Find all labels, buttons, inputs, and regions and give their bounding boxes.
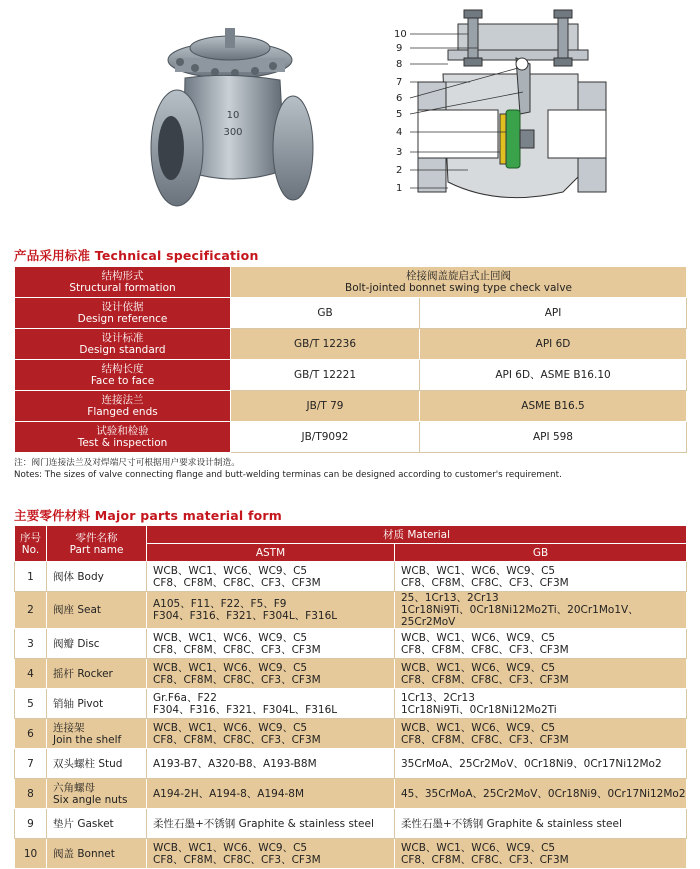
material-astm-line: A105、F11、F22、F5、F9 xyxy=(153,598,287,610)
material-row-gb xyxy=(395,809,687,839)
material-astm-line: WCB、WC1、WC6、WC9、C5 xyxy=(153,841,308,854)
material-row-no: 1 xyxy=(15,562,47,592)
drawing-label-1: 1 xyxy=(396,183,403,194)
material-row xyxy=(15,839,687,869)
material-gb-line: WCB、WC1、WC6、WC9、C5 xyxy=(401,661,556,674)
figures xyxy=(0,0,700,228)
material-row xyxy=(15,689,687,719)
material-row-astm xyxy=(147,719,395,749)
material-row-astm xyxy=(147,659,395,689)
material-row-no: 5 xyxy=(15,689,47,719)
spec-gb-value: GB/T 12236 xyxy=(231,329,420,360)
material-gb-line: 1Cr13、2Cr13 xyxy=(401,691,475,704)
spec-api-value: API 6D xyxy=(420,329,687,360)
material-row-part: 阀体 Body xyxy=(47,562,147,592)
spec-note-cn: 注：阀门连接法兰及对焊端尺寸可根据用户要求设计制造。 xyxy=(14,458,240,468)
spec-api-value: ASME B16.5 xyxy=(420,391,687,422)
material-astm-line: A194-2H、A194-8、A194-8M xyxy=(153,787,305,800)
material-row-gb xyxy=(395,592,687,629)
material-astm-line: WCB、WC1、WC6、WC9、C5 xyxy=(153,721,308,734)
spec-api-value: API 598 xyxy=(420,422,687,453)
materials-body xyxy=(15,562,687,869)
spec-row-structure xyxy=(15,267,687,298)
spec-label-en: Structural formation xyxy=(69,282,176,294)
spec-gb-value: JB/T 79 xyxy=(231,391,420,422)
spec-label-cn: 连接法兰 xyxy=(101,394,144,406)
material-astm-line: CF8、CF8M、CF8C、CF3、CF3M xyxy=(153,576,321,589)
drawing-label-9: 9 xyxy=(396,43,403,54)
drawing-label-3: 3 xyxy=(396,147,403,158)
material-part-line: 六角螺母 xyxy=(53,781,95,794)
material-row-no: 10 xyxy=(15,839,47,869)
material-row-no: 2 xyxy=(15,592,47,629)
material-astm-line: A193-B7、A320-B8、A193-B8M xyxy=(153,757,317,770)
material-gb-line: WCB、WC1、WC6、WC9、C5 xyxy=(401,841,556,854)
material-gb-line: WCB、WC1、WC6、WC9、C5 xyxy=(401,631,556,644)
material-row-part: 双头螺柱 Stud xyxy=(47,749,147,779)
spec-value-en: Bolt-jointed bonnet swing type check valve xyxy=(345,282,573,294)
material-gb-line: WCB、WC1、WC6、WC9、C5 xyxy=(401,564,556,577)
material-row-astm xyxy=(147,839,395,869)
drawing-label-8: 8 xyxy=(396,59,403,70)
header-astm: ASTM xyxy=(147,544,395,562)
material-row-gb xyxy=(395,839,687,869)
drawing-label-5: 5 xyxy=(396,109,403,120)
material-row xyxy=(15,592,687,629)
material-row-gb xyxy=(395,779,687,809)
material-astm-line: F304、F316、F321、F304L、F316L xyxy=(153,703,338,716)
material-astm-line: CF8、CF8M、CF8C、CF3、CF3M xyxy=(153,733,321,746)
spec-label-cn: 设计依据 xyxy=(101,301,144,313)
material-gb-line: 1Cr18Ni9Ti、0Cr18Ni12Mo2Ti、20Cr1Mo1V、25Cr2MoV xyxy=(401,604,639,628)
materials-header-row-1 xyxy=(15,526,687,544)
spec-row-test-inspection xyxy=(15,422,687,453)
material-part-line: 连接架 xyxy=(53,721,85,734)
spec-api-value: API xyxy=(420,298,687,329)
material-row-astm xyxy=(147,809,395,839)
material-row xyxy=(15,749,687,779)
drawing-label-4: 4 xyxy=(396,127,403,138)
material-row-gb xyxy=(395,719,687,749)
material-row-part: 阀盖 Bonnet xyxy=(47,839,147,869)
header-part-cn: 零件名称 xyxy=(75,531,118,544)
drawing-label-2: 2 xyxy=(396,165,403,176)
spec-label-en: Test & inspection xyxy=(77,437,168,449)
material-row-part: 摇杆 Rocker xyxy=(47,659,147,689)
material-astm-line: CF8、CF8M、CF8C、CF3、CF3M xyxy=(153,853,321,866)
material-row-astm xyxy=(147,779,395,809)
spec-label-cn: 设计标准 xyxy=(101,332,144,344)
spec-row-design-reference xyxy=(15,298,687,329)
material-astm-line: WCB、WC1、WC6、WC9、C5 xyxy=(153,564,308,577)
material-row xyxy=(15,629,687,659)
material-row xyxy=(15,659,687,689)
material-row xyxy=(15,562,687,592)
spec-label-en: Design reference xyxy=(77,313,168,325)
material-part-line: Six angle nuts xyxy=(53,793,128,806)
drawing-label-7: 7 xyxy=(396,77,403,88)
material-gb-line: CF8、CF8M、CF8C、CF3、CF3M xyxy=(401,673,569,686)
material-row-gb xyxy=(395,562,687,592)
spec-api-value: API 6D、ASME B16.10 xyxy=(420,360,687,391)
material-gb-line: CF8、CF8M、CF8C、CF3、CF3M xyxy=(401,643,569,656)
material-astm-line: F304、F316、F321、F304L、F316L xyxy=(153,610,338,622)
material-gb-line: WCB、WC1、WC6、WC9、C5 xyxy=(401,721,556,734)
material-astm-line: CF8、CF8M、CF8C、CF3、CF3M xyxy=(153,643,321,656)
material-row-no: 4 xyxy=(15,659,47,689)
material-row-astm xyxy=(147,592,395,629)
spec-row-flanged-ends xyxy=(15,391,687,422)
material-gb-line: 35CrMoA、25Cr2MoV、0Cr18Ni9、0Cr17Ni12Mo2 xyxy=(401,757,662,770)
spec-gb-value: GB/T 12221 xyxy=(231,360,420,391)
drawing-label-6: 6 xyxy=(396,93,403,104)
spec-label-en: Face to face xyxy=(90,375,155,387)
header-no-en: No. xyxy=(21,543,40,556)
materials-table xyxy=(14,525,687,869)
material-part-line: Join the shelf xyxy=(53,733,122,746)
material-gb-line: CF8、CF8M、CF8C、CF3、CF3M xyxy=(401,733,569,746)
material-row-gb xyxy=(395,659,687,689)
material-row xyxy=(15,779,687,809)
header-material: 材质 Material xyxy=(147,526,687,544)
material-gb-line: 25、1Cr13、2Cr13 xyxy=(401,592,499,604)
header-no-cn: 序号 xyxy=(20,531,41,544)
material-row-gb xyxy=(395,629,687,659)
spec-label-cn: 试验和检验 xyxy=(96,425,149,437)
spec-label-en: Design standard xyxy=(79,344,166,356)
material-row-part: 销轴 Pivot xyxy=(47,689,147,719)
material-row-gb xyxy=(395,749,687,779)
material-row xyxy=(15,809,687,839)
material-gb-line: CF8、CF8M、CF8C、CF3、CF3M xyxy=(401,576,569,589)
valve-photo xyxy=(135,20,335,220)
spec-row-design-standard xyxy=(15,329,687,360)
spec-note-en: Notes: The sizes of valve connecting flange and butt-welding terminas can be designed according to customer's requirement. xyxy=(14,470,562,480)
spec-row-face-to-face xyxy=(15,360,687,391)
material-row-astm xyxy=(147,749,395,779)
material-gb-line: 1Cr18Ni9Ti、0Cr18Ni12Mo2Ti xyxy=(401,703,557,716)
material-row-no: 9 xyxy=(15,809,47,839)
spec-label-cn: 结构长度 xyxy=(101,363,144,375)
material-gb-line: 45、35CrMoA、25Cr2MoV、0Cr18Ni9、0Cr17Ni12Mo2 xyxy=(401,787,686,800)
material-row-astm xyxy=(147,562,395,592)
material-gb-line: 柔性石墨+不锈钢 Graphite & stainless steel xyxy=(401,817,622,830)
material-row-no: 6 xyxy=(15,719,47,749)
tech-spec-title: 产品采用标准 Technical specification xyxy=(14,248,259,263)
material-row-no: 7 xyxy=(15,749,47,779)
valve-section-drawing xyxy=(388,2,658,224)
header-gb: GB xyxy=(395,544,687,562)
material-astm-line: WCB、WC1、WC6、WC9、C5 xyxy=(153,631,308,644)
material-row-no: 3 xyxy=(15,629,47,659)
spec-label-cn: 结构形式 xyxy=(101,270,144,282)
material-row-no: 8 xyxy=(15,779,47,809)
material-row xyxy=(15,719,687,749)
material-astm-line: WCB、WC1、WC6、WC9、C5 xyxy=(153,661,308,674)
materials-title: 主要零件材料 Major parts material form xyxy=(14,508,282,523)
material-astm-line: 柔性石墨+不锈钢 Graphite & stainless steel xyxy=(153,817,374,830)
material-row-part xyxy=(47,719,147,749)
drawing-label-10: 10 xyxy=(394,29,407,40)
material-row-astm xyxy=(147,689,395,719)
spec-gb-value: GB xyxy=(231,298,420,329)
material-row-part xyxy=(47,779,147,809)
header-part-en: Part name xyxy=(69,543,124,556)
material-row-astm xyxy=(147,629,395,659)
material-row-part: 阀瓣 Disc xyxy=(47,629,147,659)
material-astm-line: CF8、CF8M、CF8C、CF3、CF3M xyxy=(153,673,321,686)
spec-value-cn: 栓接阀盖旋启式止回阀 xyxy=(406,270,511,282)
material-gb-line: CF8、CF8M、CF8C、CF3、CF3M xyxy=(401,853,569,866)
spec-label-en: Flanged ends xyxy=(87,406,158,418)
photo-mark-size: 10 xyxy=(226,110,240,121)
material-row-part: 垫片 Gasket xyxy=(47,809,147,839)
tech-spec-table xyxy=(14,266,687,453)
material-astm-line: Gr.F6a、F22 xyxy=(153,691,217,704)
material-row-gb xyxy=(395,689,687,719)
photo-mark-class: 300 xyxy=(223,127,243,138)
spec-gb-value: JB/T9092 xyxy=(231,422,420,453)
material-row-part: 阀座 Seat xyxy=(47,592,147,629)
